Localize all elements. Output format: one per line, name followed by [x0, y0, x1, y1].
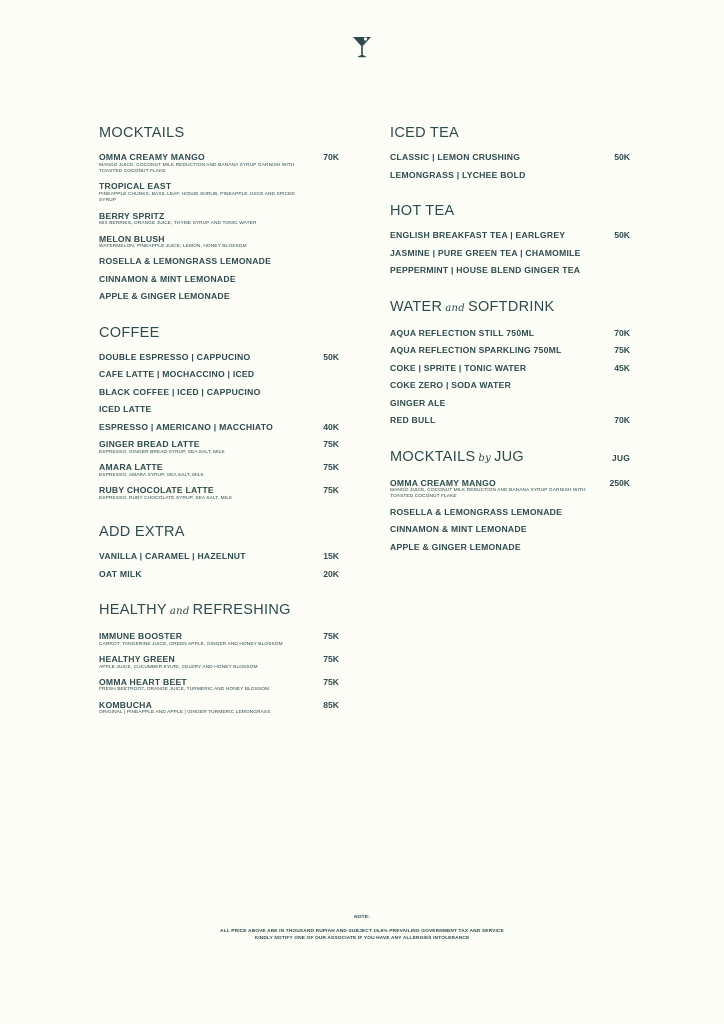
menu-item-price: 75K	[323, 654, 339, 665]
menu-item-name: PEPPERMINT | HOUSE BLEND GINGER TEA	[390, 265, 581, 275]
menu-item-name: OMMA CREAMY MANGO	[390, 477, 496, 488]
menu-item-price: 15K	[323, 551, 339, 562]
menu-item-price: 75K	[323, 676, 339, 687]
iced-tea-items	[390, 150, 630, 182]
section-title-healthy: HEALTHY and REFRESHING	[99, 602, 291, 619]
section-title-water: WATER and SOFTDRINK	[390, 298, 555, 315]
menu-item-description: MIX BERRIES, ORANGE JUICE, THYME SYRUP AND TONIC WATER	[99, 221, 257, 227]
menu-item	[390, 228, 630, 243]
menu-item-name: HEALTHY GREEN	[99, 654, 175, 665]
menu-item-text	[99, 437, 315, 457]
menu-item-name: ICED LATTE	[99, 404, 152, 415]
menu-item-text	[99, 483, 315, 503]
footer-line-1: ALL PRICE ABOVE ARE IN THOUSAND RUPIAH AND SUBJECT 16,6% PREVAILING GOVERNMENT TAX AND SERVICE	[220, 929, 504, 934]
menu-item-name: RUBY CHOCOLATE LATTE	[99, 485, 214, 496]
menu-item-name: RED BULL	[390, 415, 436, 425]
menu-item-price: 75K	[614, 345, 630, 355]
section-title-hot-tea: HOT TEA	[390, 203, 455, 219]
menu-item-text	[390, 343, 606, 358]
menu-item	[390, 361, 630, 376]
menu-item-name: OAT MILK	[99, 568, 142, 579]
menu-item-price: 85K	[323, 699, 339, 710]
water-items	[390, 326, 630, 428]
menu-item-text	[99, 289, 315, 304]
menu-item-name: AQUA REFLECTION STILL 750ML	[390, 327, 535, 338]
jug-items	[390, 476, 630, 555]
menu-item-price: 70K	[614, 415, 630, 425]
menu-item-text	[99, 367, 315, 382]
menu-item-description: ESPRESSO, AMARA SYRUP, SEA SALT, MILK	[99, 472, 204, 478]
menu-item-text	[99, 254, 315, 269]
menu-item-price: 75K	[323, 485, 339, 496]
menu-item-text	[390, 413, 606, 428]
menu-item-text	[390, 150, 606, 165]
menu-item-text	[390, 168, 606, 183]
hot-tea-items	[390, 228, 630, 278]
menu-item	[390, 378, 630, 393]
menu-item-description: PINEAPPLE CHUNKS, BASIL LEAF, HONJE SHRUB, PINEAPPLE JUICE AND SPICED SYRUP	[99, 191, 295, 204]
menu-item	[99, 254, 339, 269]
menu-item-text	[390, 378, 606, 393]
menu-item	[99, 483, 339, 503]
menu-item-name: VANILLA | CARAMEL | HAZELNUT	[99, 551, 246, 562]
menu-item	[390, 413, 630, 428]
menu-item-text	[99, 567, 315, 582]
section-hot-tea	[390, 202, 630, 278]
menu-item-price: 75K	[323, 439, 339, 450]
menu-item-description: ORIGINAL | PINEAPPLE AND APPLE | GINGER TURMERIC LEMONGRASS	[99, 710, 271, 716]
menu-item-text	[99, 675, 315, 695]
menu-item-text	[99, 272, 315, 287]
menu-item	[99, 402, 339, 417]
menu-item	[390, 396, 630, 411]
menu-item-price: 70K	[614, 327, 630, 338]
menu-item-text	[99, 350, 315, 365]
menu-item-text	[390, 361, 606, 376]
menu-item-name: COKE ZERO | SODA WATER	[390, 380, 512, 390]
menu-item	[390, 246, 630, 261]
menu-item-price: 50K	[323, 351, 339, 362]
section-title-add-extra: ADD EXTRA	[99, 524, 185, 541]
menu-item	[390, 540, 630, 555]
section-title-mocktails: MOCKTAILS	[99, 125, 185, 141]
menu-item-description: FRESH BEETROOT, ORANGE JUICE, TURMERIC AND HONEY BLOSSOM	[99, 687, 270, 693]
menu-item	[99, 289, 339, 304]
menu-item-price: 250K	[609, 477, 630, 488]
menu-item-name: ROSELLA & LEMONGRASS LEMONADE	[99, 256, 272, 267]
menu-item-name: APPLE & GINGER LEMONADE	[99, 291, 230, 302]
menu-item	[390, 150, 630, 165]
menu-item-description: ESPRESSO, GINGER BREAD SYRUP, SEA SALT, MILK	[99, 449, 225, 455]
menu-item-name: LEMONGRASS | LYCHEE BOLD	[390, 169, 526, 180]
menu-item-name: ESPRESSO | AMERICANO | MACCHIATO	[99, 421, 274, 432]
menu-item	[99, 385, 339, 400]
section-title-iced-tea: ICED TEA	[390, 125, 460, 141]
menu-item	[390, 522, 630, 537]
menu-item-name: OMMA HEART BEET	[99, 676, 187, 687]
menu-item-name: OMMA CREAMY MANGO	[99, 152, 205, 162]
menu-item	[99, 420, 339, 435]
menu-item-price: 75K	[323, 462, 339, 473]
coffee-items	[99, 350, 339, 503]
footer-line-2: KINDLY NOTIFY ONE OF OUR ASSOCIATE IF YOU HAVE ANY ALLERGIES INTOLERANCE	[254, 936, 470, 941]
menu-item-price: 50K	[614, 230, 630, 240]
menu-item-name: CINNAMON & MINT LEMONADE	[390, 524, 527, 535]
menu-item-text	[99, 652, 315, 672]
menu-item-name: TROPICAL EAST	[99, 181, 172, 192]
menu-item	[99, 675, 339, 695]
menu-item-text	[99, 698, 315, 718]
menu-item-name: JASMINE | PURE GREEN TEA | CHAMOMILE	[390, 247, 581, 258]
menu-item-name: CINNAMON & MINT LEMONADE	[99, 273, 236, 284]
menu-item-price: 20K	[323, 568, 339, 579]
menu-item	[99, 437, 339, 457]
menu-item-name: AMARA LATTE	[99, 462, 163, 473]
menu-item-name: BERRY SPRITZ	[99, 210, 165, 221]
menu-item	[390, 263, 630, 278]
jug-price-label: JUG	[611, 452, 630, 463]
menu-item-text	[390, 263, 606, 278]
menu-item-text	[390, 540, 606, 555]
healthy-items	[99, 629, 339, 718]
menu-item-name: CLASSIC | LEMON CRUSHING	[390, 152, 521, 162]
menu-item	[99, 652, 339, 672]
menu-item	[99, 272, 339, 287]
menu-item-name: ENGLISH BREAKFAST TEA | EARLGREY	[390, 230, 566, 240]
menu-item-text	[390, 246, 606, 261]
menu-item	[99, 567, 339, 582]
menu-item-description: APPLE JUICE, CUCUMBER KYURI, CELERY AND HONEY BLOSSOM	[99, 664, 258, 670]
section-jug	[390, 448, 630, 555]
menu-item-text	[390, 476, 606, 502]
right-column	[390, 124, 630, 574]
menu-item-text	[99, 549, 315, 564]
menu-item	[99, 350, 339, 365]
menu-item-name: AQUA REFLECTION SPARKLING 750ML	[390, 345, 562, 355]
menu-item	[99, 460, 339, 480]
menu-item-name: IMMUNE BOOSTER	[99, 631, 183, 642]
menu-item-price: 40K	[323, 421, 339, 432]
menu-item	[99, 698, 339, 718]
menu-item-name: DOUBLE ESPRESSO | CAPPUCINO	[99, 351, 251, 362]
menu-item-description: ESPRESSO, RUBY CHOCOLATE SYRUP, SEA SALT, MILK	[99, 495, 233, 501]
menu-item-text	[99, 209, 315, 229]
menu-item-name: GINGER BREAD LATTE	[99, 439, 200, 450]
menu-item-price: 70K	[323, 152, 339, 162]
menu-item-price: 50K	[614, 152, 630, 162]
section-mocktails	[99, 124, 339, 304]
section-title-coffee: COFFEE	[99, 324, 160, 341]
menu-item	[390, 343, 630, 358]
menu-item	[390, 476, 630, 502]
menu-item-text	[390, 228, 606, 243]
menu-item	[390, 168, 630, 183]
menu-item-description: MANGO JUICE, COCONUT MILK REDUCTION AND BANANA SYRUP GARNISH WITH TOASTED COCONUT FLAKE	[99, 162, 295, 174]
menu-item-name: KOMBUCHA	[99, 699, 153, 710]
menu-item-name: ROSELLA & LEMONGRASS LEMONADE	[390, 506, 563, 517]
menu-item-text	[99, 150, 315, 176]
menu-item-text	[99, 629, 315, 649]
section-add-extra	[99, 523, 339, 581]
menu-item-text	[390, 326, 606, 341]
menu-item-text	[99, 179, 315, 205]
menu-item-price: 45K	[614, 362, 630, 373]
menu-item	[99, 629, 339, 649]
menu-item-name: COKE | SPRITE | TONIC WATER	[390, 362, 527, 373]
mocktails-items	[99, 150, 339, 304]
menu-item-name: MELON BLUSH	[99, 233, 165, 244]
menu-item-text	[99, 385, 315, 400]
menu-item-name: APPLE & GINGER LEMONADE	[390, 541, 521, 552]
section-water	[390, 298, 630, 428]
menu-item-text	[390, 505, 606, 520]
menu-item-description: CARROT, TANGERINE JUICE, GREEN APPLE, GINGER AND HONEY BLOSSOM	[99, 641, 283, 647]
menu-item-description: WATERMELON, PINEAPPLE JUICE, LEMON, HONEY BLOSSOM	[99, 244, 247, 250]
menu-item	[99, 232, 339, 252]
add-extra-items	[99, 549, 339, 581]
menu-item	[99, 179, 339, 205]
section-title-jug: MOCKTAILS by JUG JUG	[390, 448, 630, 465]
menu-item	[390, 326, 630, 341]
section-iced-tea	[390, 124, 630, 182]
menu-item-text	[390, 522, 606, 537]
menu-item-name: BLACK COFFEE | ICED | CAPPUCINO	[99, 386, 261, 397]
menu-item-text	[99, 460, 315, 480]
menu-item	[99, 150, 339, 176]
section-healthy	[99, 601, 339, 718]
menu-item-text	[99, 402, 315, 417]
menu-item-text	[99, 420, 315, 435]
menu-item-text	[99, 232, 315, 252]
left-column	[99, 124, 339, 738]
menu-item-text	[390, 396, 606, 411]
menu-item-description: MANGO JUICE, COCONUT MILK REDUCTION AND BANANA SYRUP GARNISH WITH TOASTED COCONUT FLAKE	[390, 488, 586, 500]
menu-item	[99, 209, 339, 229]
footer-note-label: NOTE:	[354, 915, 370, 920]
menu-item-name: GINGER ALE	[390, 397, 446, 408]
footer-note	[0, 914, 724, 942]
menu-item-price: 75K	[323, 631, 339, 642]
menu-item-name: CAFE LATTE | MOCHACCINO | ICED	[99, 369, 255, 380]
menu-item	[99, 367, 339, 382]
section-coffee	[99, 324, 339, 503]
menu-item	[390, 505, 630, 520]
cocktail-glass-icon	[352, 36, 372, 58]
menu-item	[99, 549, 339, 564]
